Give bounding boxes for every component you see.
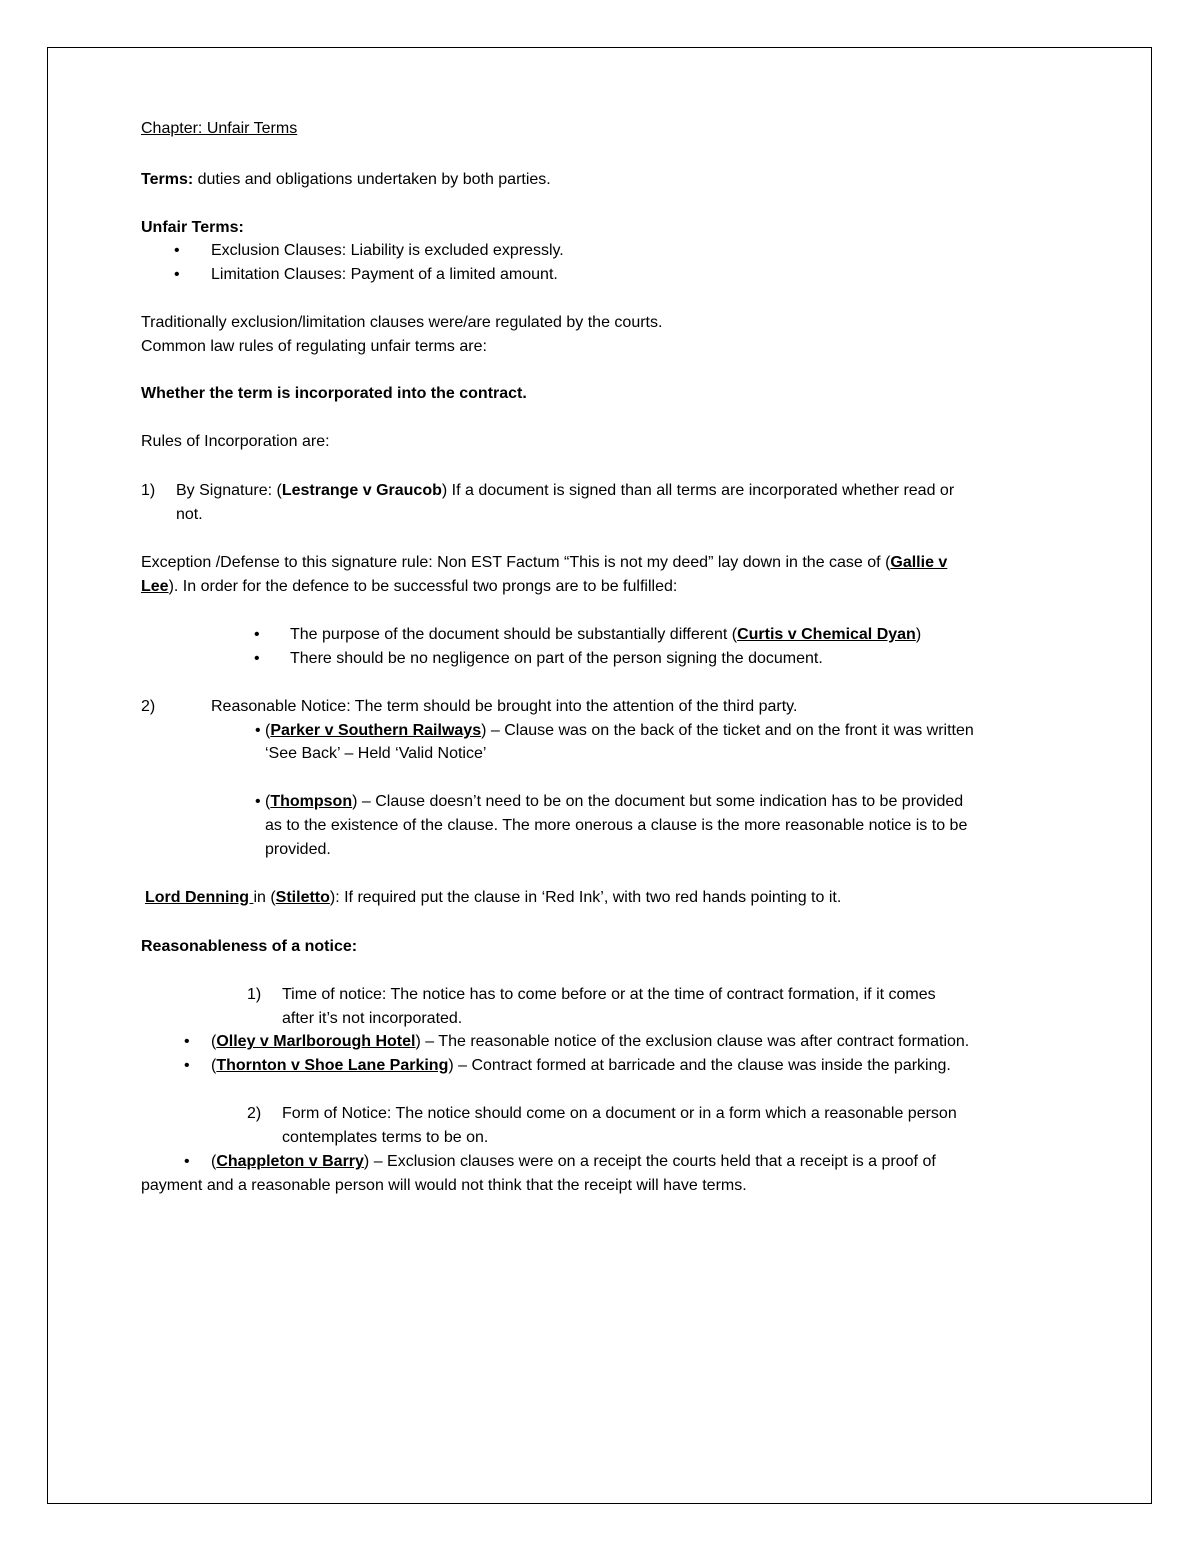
intro-line-2: Common law rules of regulating unfair terms are: [141, 338, 487, 355]
olley-text: ) – The reasonable notice of the exclusion clause was after contract formation. [415, 1033, 970, 1050]
bullet-icon: • [184, 1057, 190, 1074]
case-chappleton: Chappleton v Barry [216, 1153, 364, 1170]
prong-1 [290, 625, 921, 645]
case-thornton: Thornton v Shoe Lane Parking [216, 1057, 449, 1074]
exception-text-2: ). In order for the defence to be successful two prongs are to be fulfilled: [168, 578, 678, 595]
case-olley: Olley v Marlborough Hotel [216, 1033, 416, 1050]
bullet-icon: • [184, 1153, 190, 1170]
chappleton-cont: payment and a reasonable person will would not think that the receipt will have terms. [141, 1177, 747, 1194]
case-gallie-lee: Lee [141, 578, 169, 595]
thompson-case-line [265, 792, 963, 812]
case-gallie: Gallie v [890, 554, 948, 571]
time-of-notice-cont: after it’s not incorporated. [282, 1010, 463, 1027]
denning-line [145, 888, 841, 908]
rule-signature-cont: not. [176, 506, 203, 523]
time-number: 1) [247, 986, 262, 1003]
rules-heading: Rules of Incorporation are: [141, 433, 330, 450]
case-lestrange: Lestrange v Graucob [281, 482, 442, 499]
rule-signature-text: By Signature: ( [176, 482, 282, 499]
unfair-item-limitation: Limitation Clauses: Payment of a limited amount. [211, 266, 558, 283]
thompson-cont-1: as to the existence of the clause. The more onerous a clause is the more reasonable notice is to be [265, 817, 968, 834]
rule-1-number: 1) [141, 482, 156, 499]
olley-line [211, 1032, 969, 1052]
parker-cont: ‘See Back’ – Held ‘Valid Notice’ [265, 745, 487, 762]
case-curtis: Curtis v Chemical Dyan [737, 626, 916, 643]
rule-2-number: 2) [141, 698, 156, 715]
bullet-icon: • [174, 242, 180, 259]
thornton-line [211, 1056, 951, 1076]
bullet-icon: • [254, 650, 260, 667]
terms-text: duties and obligations undertaken by both parties. [193, 171, 551, 188]
bullet-icon: • [254, 626, 260, 643]
intro-line-1: Traditionally exclusion/limitation clauses were/are regulated by the courts. [141, 314, 663, 331]
time-of-notice: Time of notice: The notice has to come before or at the time of contract formation, if it comes [282, 986, 936, 1003]
denning-text-2: ): If required put the clause in ‘Red Ink’, with two red hands pointing to it. [329, 889, 842, 906]
bullet-icon: • [174, 266, 180, 283]
chapter-title: Chapter: Unfair Terms [141, 120, 298, 137]
rule-notice: Reasonable Notice: The term should be brought into the attention of the third party. [211, 698, 798, 715]
prong-1-close: ) [915, 626, 922, 643]
terms-definition [141, 170, 551, 190]
incorporation-heading: Whether the term is incorporated into the contract. [141, 385, 527, 402]
rule-signature [176, 481, 954, 501]
chappleton-text: ) – Exclusion clauses were on a receipt the courts held that a receipt is a proof of [363, 1153, 936, 1170]
prong-2: There should be no negligence on part of the person signing the document. [290, 650, 823, 667]
thornton-text: ) – Contract formed at barricade and the clause was inside the parking. [448, 1057, 951, 1074]
case-stiletto: Stiletto [275, 889, 330, 906]
bullet-icon: • [184, 1033, 190, 1050]
form-of-notice-cont: contemplates terms to be on. [282, 1129, 489, 1146]
bullet-icon: • [255, 722, 261, 739]
exception-text: Exception /Defense to this signature rule: Non EST Factum “This is not my deed” lay down in the case of ( [141, 554, 891, 571]
case-thompson: Thompson [270, 793, 353, 810]
case-parker: Parker v Southern Railways [270, 722, 482, 739]
exception-line-2 [141, 577, 677, 597]
prong-1-text: The purpose of the document should be substantially different ( [290, 626, 738, 643]
reasonableness-heading: Reasonableness of a notice: [141, 938, 358, 955]
form-of-notice: Form of Notice: The notice should come on a document or in a form which a reasonable person [282, 1105, 957, 1122]
unfair-item-exclusion: Exclusion Clauses: Liability is excluded expressly. [211, 242, 564, 259]
paren-open: ( [211, 1033, 217, 1050]
paren-open: ( [265, 793, 271, 810]
chappleton-line [211, 1152, 936, 1172]
paren-open: ( [265, 722, 271, 739]
terms-label: Terms: [141, 171, 194, 188]
form-number: 2) [247, 1105, 262, 1122]
unfair-terms-heading: Unfair Terms: [141, 219, 244, 236]
bullet-icon: • [255, 793, 261, 810]
lord-denning: Lord Denning [145, 889, 254, 906]
parker-text: ) – Clause was on the back of the ticket and on the front it was written [481, 722, 974, 739]
thompson-cont-2: provided. [265, 841, 331, 858]
denning-text: in ( [253, 889, 276, 906]
parker-case-line [265, 721, 974, 741]
paren-open: ( [211, 1153, 217, 1170]
thompson-text: ) – Clause doesn’t need to be on the document but some indication has to be provided [352, 793, 964, 810]
paren-open: ( [211, 1057, 217, 1074]
exception-line-1 [141, 553, 947, 573]
rule-signature-text-2: ) If a document is signed than all terms are incorporated whether read or [441, 482, 955, 499]
